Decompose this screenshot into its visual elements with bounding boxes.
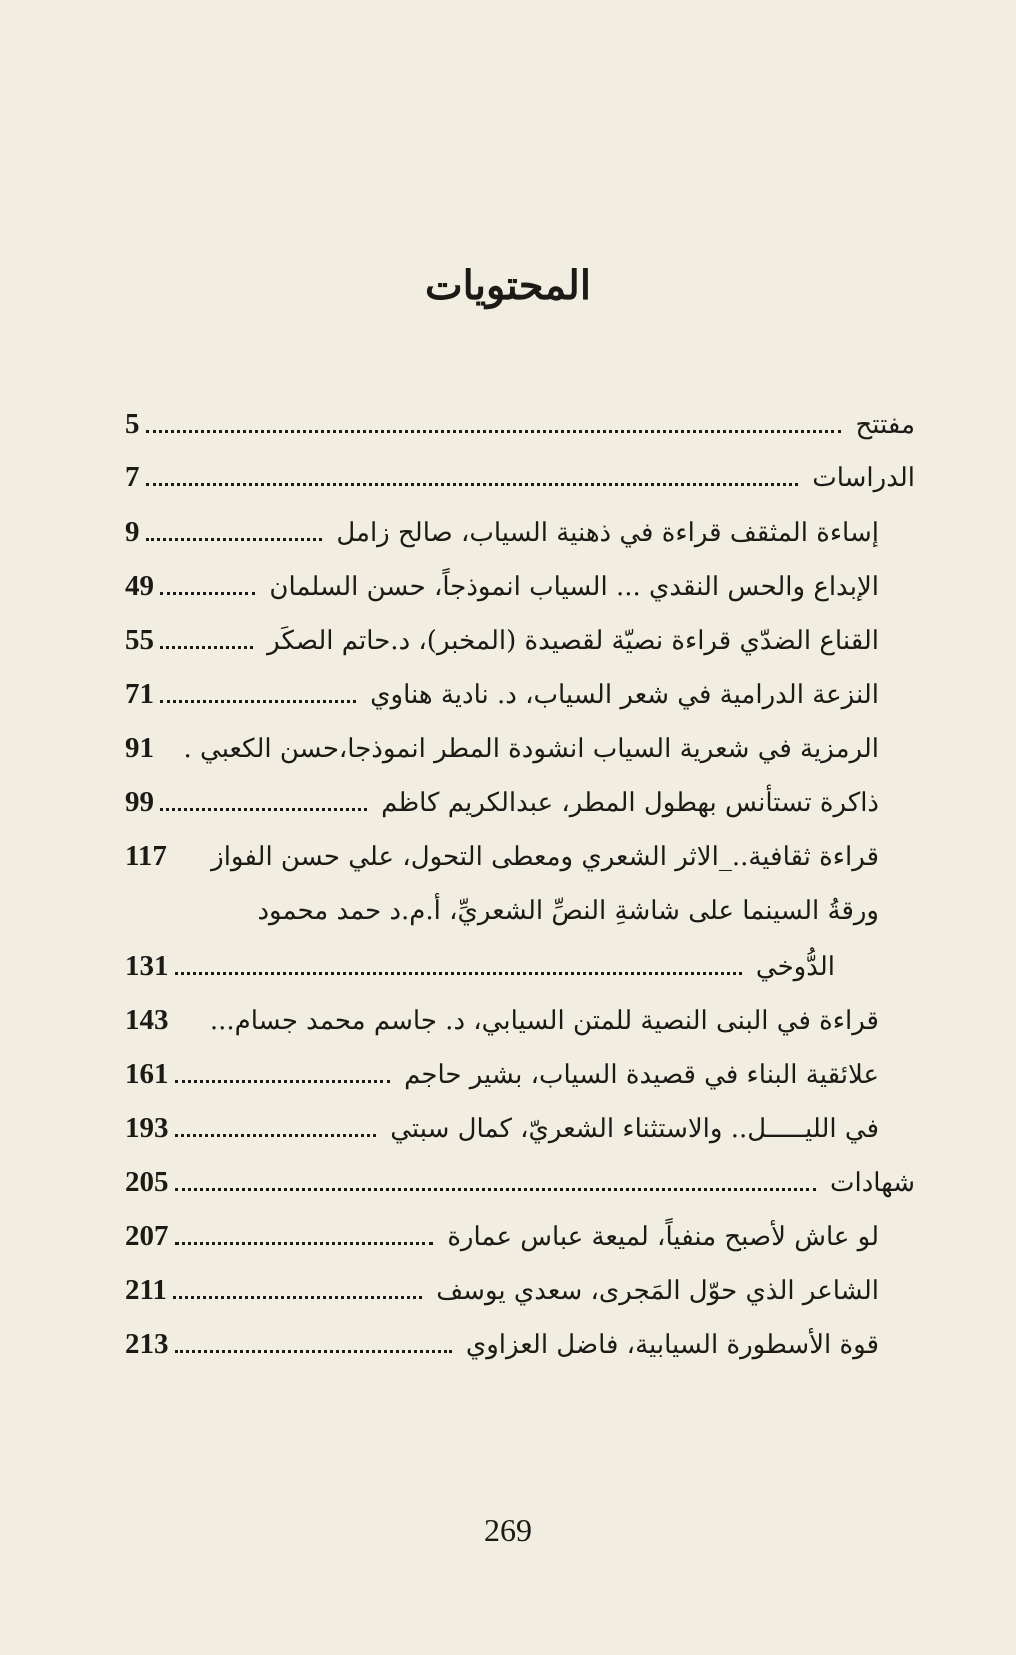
- toc-entry-page: 49: [125, 570, 154, 602]
- toc-entry-page: 211: [125, 1274, 167, 1306]
- leader-dots: [175, 1349, 452, 1353]
- toc-entry-label: لو عاش لأصبح منفياً، لميعة عباس عمارة: [447, 1222, 879, 1252]
- toc-entry-label: شهادات: [830, 1168, 915, 1198]
- leader-dots: [175, 1079, 391, 1083]
- leader-dots: [173, 864, 197, 865]
- leader-dots: [146, 537, 323, 541]
- page-number: 269: [484, 1512, 532, 1548]
- toc-entry-label: في الليـــــل.. والاستثناء الشعريّ، كمال سبتي: [390, 1114, 879, 1144]
- toc-entry-page: 143: [125, 1004, 169, 1036]
- leader-dots: [175, 971, 742, 975]
- toc-entry-label: الدُّوخي: [755, 952, 835, 982]
- leader-dots: [160, 756, 170, 757]
- leader-dots: [175, 1187, 817, 1191]
- leader-dots: [160, 807, 367, 811]
- toc-entry: [125, 840, 915, 892]
- toc-entry-label: الرمزية في شعرية السياب انشودة المطر انموذجا،حسن الكعبي .: [183, 734, 879, 764]
- toc-entry: [125, 950, 915, 1002]
- toc-entry-page: 7: [125, 461, 140, 493]
- toc-entry-page: 207: [125, 1220, 169, 1252]
- leader-dots: [146, 429, 842, 433]
- toc-entry-page: 71: [125, 678, 154, 710]
- leader-dots: [160, 699, 356, 703]
- leader-dots: [146, 482, 799, 486]
- toc-entry-label: الإبداع والحس النقدي ... السياب انموذجاً، حسن السلمان: [269, 572, 879, 602]
- toc-entry-label: علائقية البناء في قصيدة السياب، بشير حاجم: [404, 1060, 879, 1090]
- page-title: المحتويات: [425, 262, 591, 309]
- toc-entry: [125, 408, 915, 460]
- toc-entry-page: 99: [125, 786, 154, 818]
- toc-entry-label: القناع الضدّي قراءة نصيّة لقصيدة (المخبر)، د.حاتم الصكَر: [267, 626, 879, 656]
- toc-entry: [125, 786, 915, 838]
- toc-entry: [125, 1328, 915, 1380]
- toc-entry: [125, 732, 915, 784]
- leader-dots: [173, 1295, 422, 1299]
- toc-entry-label: قراءة في البنى النصية للمتن السيابي، د. جاسم محمد جسام...: [209, 1006, 879, 1036]
- toc-entry-label: ذاكرة تستأنس بهطول المطر، عبدالكريم كاظم: [381, 788, 879, 818]
- toc-entry-page: 131: [125, 950, 169, 982]
- toc-entry-page: 193: [125, 1112, 169, 1144]
- toc-entry-page: 91: [125, 732, 154, 764]
- toc-entry-label: مفتتح: [855, 410, 915, 440]
- toc-entry: [125, 624, 915, 676]
- toc-entry: [125, 461, 915, 513]
- toc-entry-label: قراءة ثقافية.._الاثر الشعري ومعطى التحول، علي حسن الفواز: [211, 842, 879, 872]
- toc-entry-page: 9: [125, 516, 140, 548]
- toc-entry-label: إساءة المثقف قراءة في ذهنية السياب، صالح زامل: [336, 518, 879, 548]
- leader-dots: [175, 1028, 196, 1029]
- leader-dots: [160, 591, 255, 595]
- toc-entry: [125, 678, 915, 730]
- toc-entry-page: 161: [125, 1058, 169, 1090]
- toc-entry: [125, 1274, 915, 1326]
- toc-entry: [125, 1004, 915, 1056]
- leader-dots: [160, 645, 253, 649]
- toc-entry-page: 55: [125, 624, 154, 656]
- toc-entry: [125, 1166, 915, 1218]
- leader-dots: [175, 1241, 434, 1245]
- toc-entry: [125, 1058, 915, 1110]
- toc-entry: [125, 1220, 915, 1272]
- toc-entry-label: الدراسات: [812, 463, 915, 493]
- toc-entry-label: الشاعر الذي حوّل المَجرى، سعدي يوسف: [436, 1276, 879, 1306]
- toc-entry: [125, 516, 915, 568]
- toc-entry-label: النزعة الدرامية في شعر السياب، د. نادية هناوي: [370, 680, 879, 710]
- leader-dots: [175, 1133, 377, 1137]
- toc-entry-label: قوة الأسطورة السيابية، فاضل العزاوي: [465, 1330, 879, 1360]
- toc-entry-page: 213: [125, 1328, 169, 1360]
- toc-entry-first-line: ورقةُ السينما على شاشةِ النصِّ الشعريِّ، أ.م.د حمد محمود: [257, 896, 879, 926]
- toc-entry: [125, 1112, 915, 1164]
- toc-entry: [125, 570, 915, 622]
- toc-entry-page: 117: [125, 840, 167, 872]
- toc-entry-page: 205: [125, 1166, 169, 1198]
- toc-entry-page: 5: [125, 408, 140, 440]
